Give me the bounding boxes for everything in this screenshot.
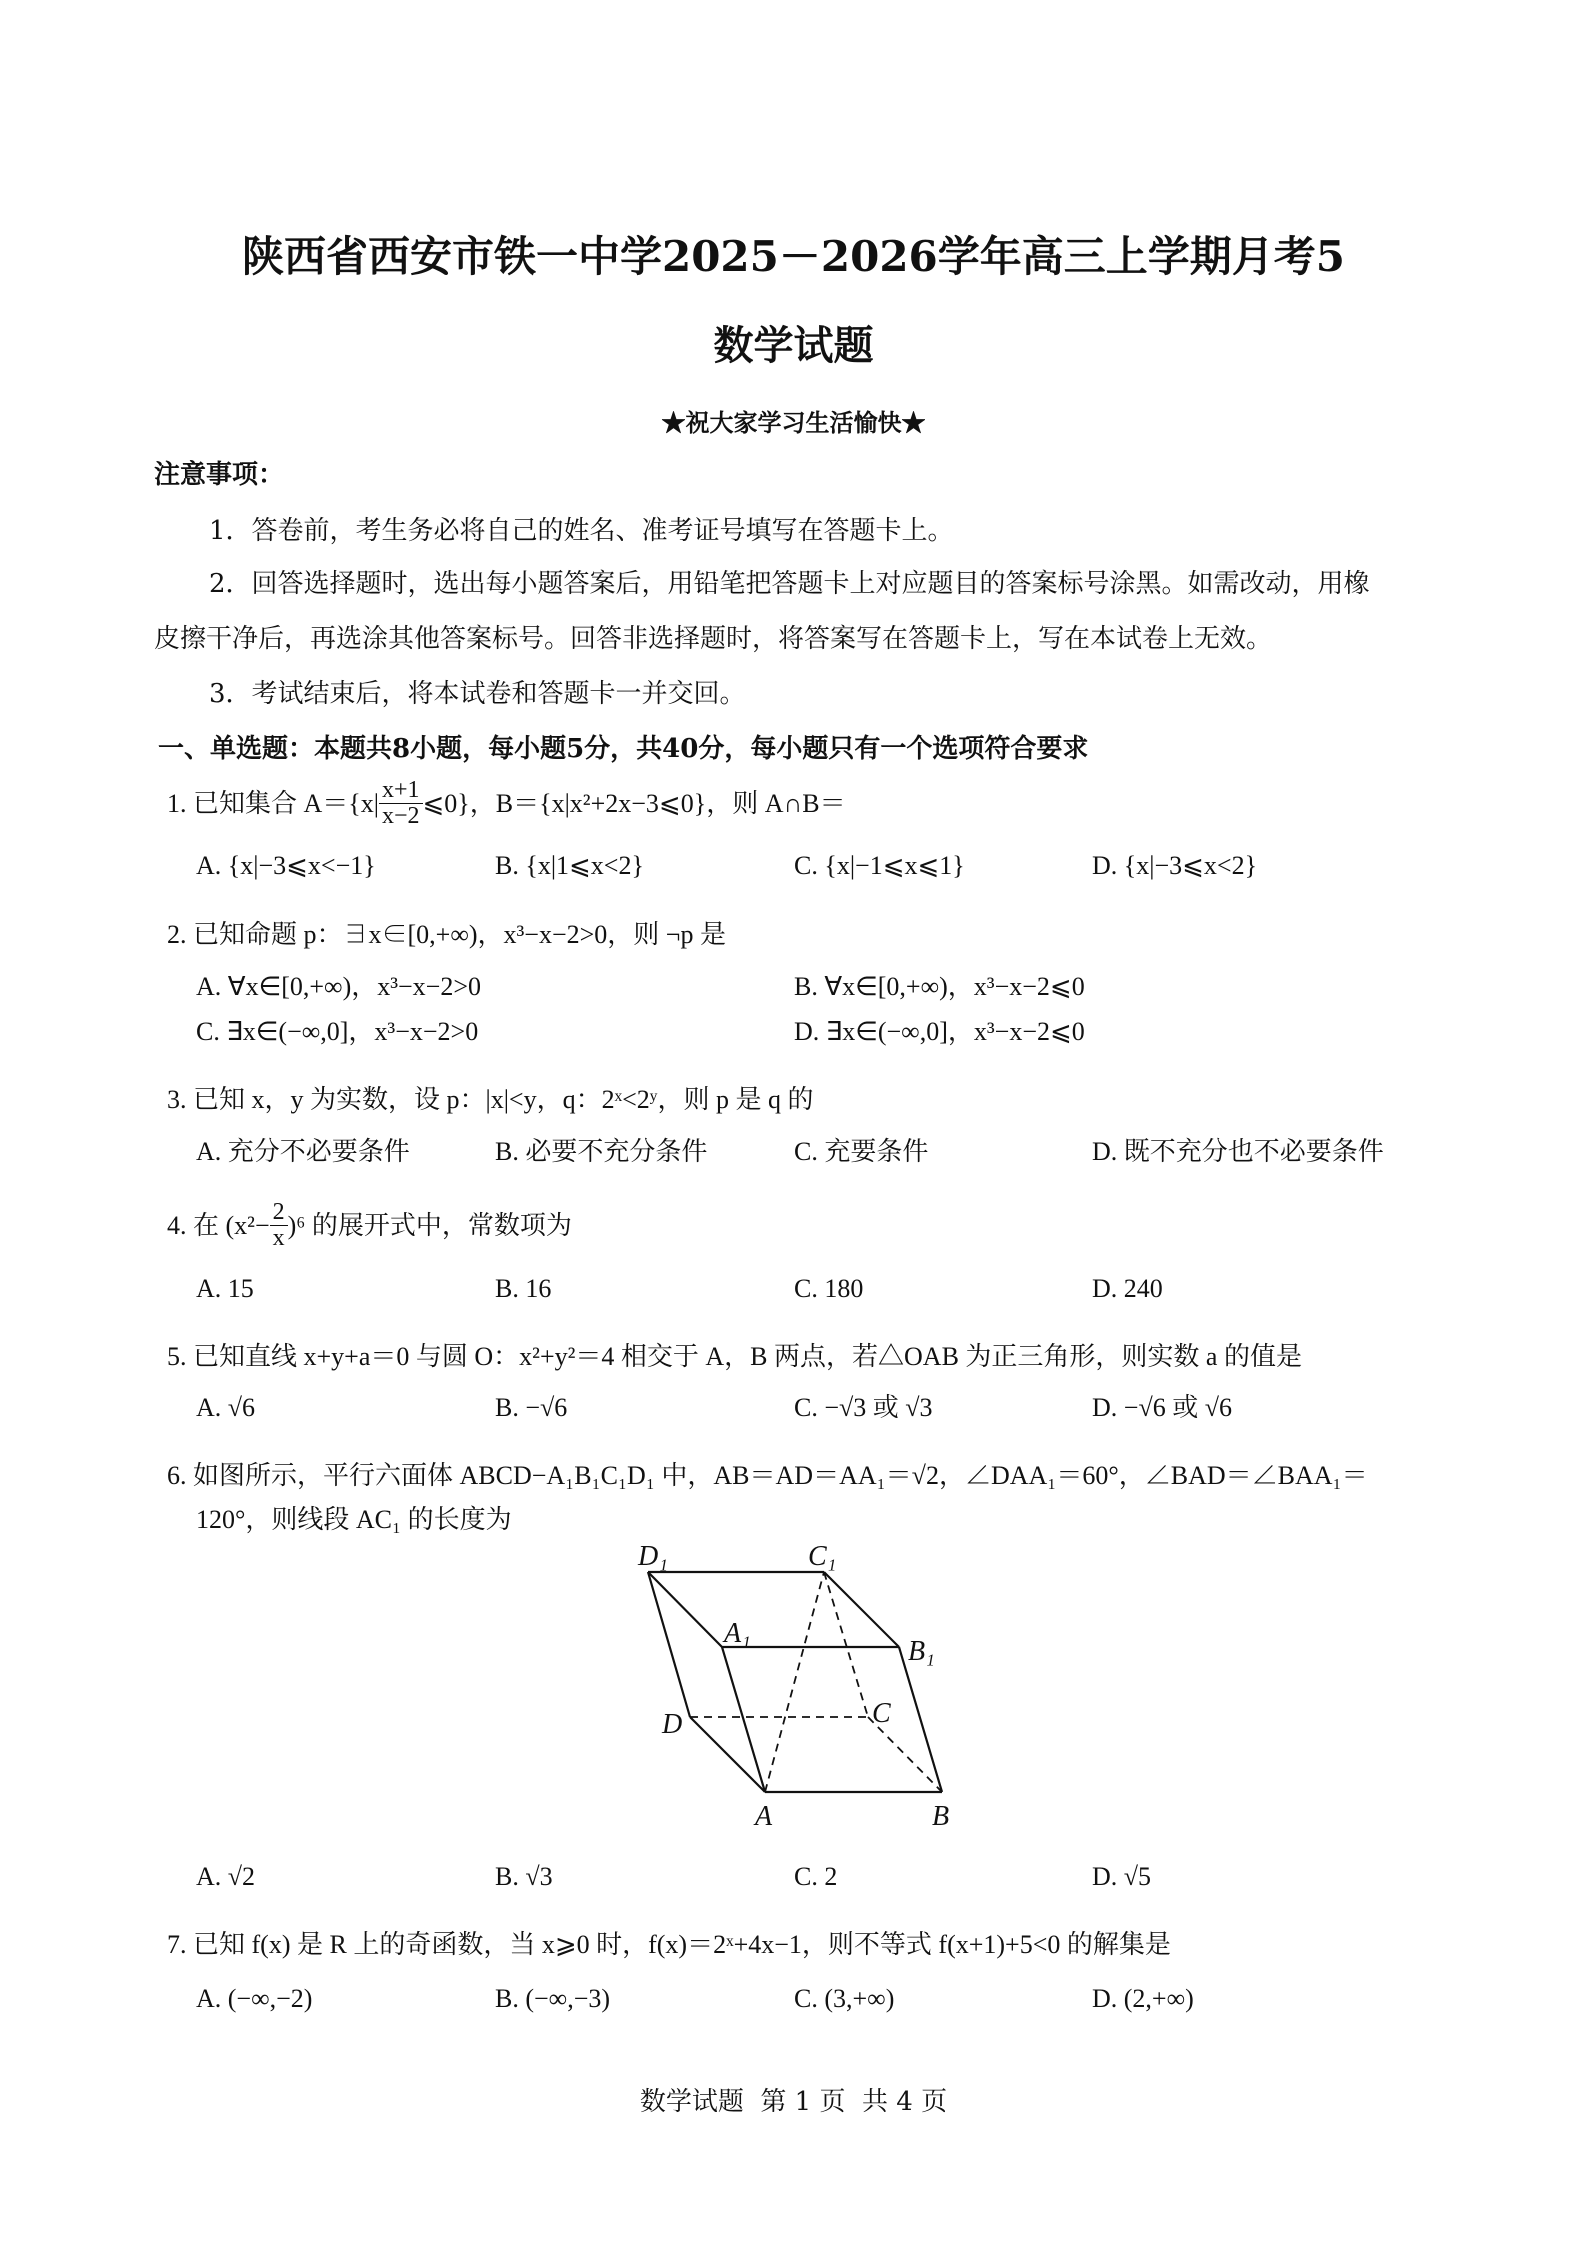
- q3-option-d: D. 既不充分也不必要条件: [1092, 1137, 1384, 1166]
- edge-C1B1: [824, 1572, 899, 1647]
- diagonal-AC1: [765, 1572, 824, 1792]
- q4-option-c: C. 180: [794, 1274, 864, 1303]
- q6-option-c: C. 2: [794, 1862, 838, 1891]
- denominator: x: [272, 1225, 285, 1252]
- q1-pre: 1. 已知集合 A＝{x|: [167, 788, 379, 818]
- label-C: C: [872, 1698, 891, 1729]
- notice-item-1: 1．答卷前，考生务必将自己的姓名、准考证号填写在答题卡上。: [209, 516, 954, 546]
- question-5: 5. 已知直线 x+y+a＝0 与圆 O：x²+y²＝4 相交于 A，B 两点，若△OAB 为正三角形，则实数 a 的值是: [167, 1342, 1302, 1371]
- denominator: x−2: [381, 803, 420, 830]
- q7-option-a: A. (−∞,−2): [196, 1984, 313, 2013]
- q4-option-b: B. 16: [495, 1274, 552, 1303]
- q4-option-a: A. 15: [196, 1274, 254, 1303]
- label-A: A: [755, 1801, 773, 1832]
- q1-option-b: B. {x|1⩽x<2}: [495, 851, 644, 880]
- label-C1: C₁: [808, 1541, 837, 1572]
- q1-post: ⩽0}，B＝{x|x²+2x−3⩽0}，则 A∩B＝: [422, 788, 846, 818]
- question-6: 6. 如图所示，平行六面体 ABCD−A₁B₁C₁D₁ 中，AB＝AD＝AA₁＝√2，∠DAA₁＝60°，∠BAD＝∠BAA₁＝: [167, 1461, 1368, 1490]
- exam-title: 陕西省西安市铁一中学2025－2026学年高三上学期月考5: [241, 232, 1345, 281]
- q1-option-d: D. {x|−3⩽x<2}: [1092, 851, 1258, 880]
- q4-option-d: D. 240: [1092, 1274, 1163, 1303]
- exam-subtitle: 数学试题: [713, 322, 874, 369]
- q2-option-c: C. ∃x∈(−∞,0]，x³−x−2>0: [196, 1017, 479, 1046]
- numerator: 2: [270, 1200, 288, 1226]
- notice-item-2: 2．回答选择题时，选出每小题答案后，用铅笔把答题卡上对应题目的答案标号涂黑。如需改动，用橡: [209, 569, 1370, 599]
- q5-option-b: B. −√6: [495, 1393, 568, 1422]
- question-3: 3. 已知 x，y 为实数，设 p：|x|<y，q：2ˣ<2ʸ，则 p 是 q 的: [167, 1085, 814, 1114]
- q3-option-a: A. 充分不必要条件: [196, 1137, 410, 1166]
- q7-option-c: C. (3,+∞): [794, 1984, 895, 2013]
- numerator: x+1: [379, 778, 423, 804]
- q6-option-d: D. √5: [1092, 1862, 1152, 1891]
- label-B1: B₁: [908, 1636, 935, 1667]
- q1-option-c: C. {x|−1⩽x⩽1}: [794, 851, 965, 880]
- q6-option-b: B. √3: [495, 1862, 553, 1891]
- q7-option-b: B. (−∞,−3): [495, 1984, 611, 2013]
- question-2: 2. 已知命题 p：∃x∈[0,+∞)，x³−x−2>0，则 ¬p 是: [167, 920, 726, 949]
- q5-option-c: C. −√3 或 √3: [794, 1393, 933, 1422]
- label-A1: A₁: [724, 1618, 751, 1649]
- q5-option-a: A. √6: [196, 1393, 256, 1422]
- label-B: B: [932, 1801, 950, 1832]
- notice-item-3: 3．考试结束后，将本试卷和答题卡一并交回。: [209, 679, 746, 709]
- q3-option-b: B. 必要不充分条件: [495, 1137, 708, 1166]
- q2-option-d: D. ∃x∈(−∞,0]，x³−x−2⩽0: [794, 1017, 1085, 1046]
- page-footer: 数学试题 第 1 页 共 4 页: [639, 2087, 948, 2117]
- notice-item-2-cont: 皮擦干净后，再选涂其他答案标号。回答非选择题时，将答案写在答题卡上，写在本试卷上无效。: [154, 624, 1273, 654]
- section-heading: 一、单选题：本题共8小题，每小题5分，共40分，每小题只有一个选项符合要求: [158, 734, 1089, 764]
- motto: ★祝大家学习生活愉快★: [661, 408, 926, 437]
- q2-option-b: B. ∀x∈[0,+∞)，x³−x−2⩽0: [794, 972, 1085, 1001]
- q7-option-d: D. (2,+∞): [1092, 1984, 1194, 2013]
- question-6-cont: 120°，则线段 AC₁ 的长度为: [196, 1505, 512, 1534]
- label-D: D: [662, 1709, 683, 1740]
- q3-option-c: C. 充要条件: [794, 1137, 929, 1166]
- q2-option-a: A. ∀x∈[0,+∞)，x³−x−2>0: [196, 972, 482, 1001]
- question-7: 7. 已知 f(x) 是 R 上的奇函数，当 x⩾0 时，f(x)＝2ˣ+4x−1，则不等式 f(x+1)+5<0 的解集是: [167, 1930, 1171, 1959]
- label-D1: D₁: [638, 1541, 668, 1572]
- q1-option-a: A. {x|−3⩽x<−1}: [196, 851, 376, 880]
- q6-option-a: A. √2: [196, 1862, 256, 1891]
- q4-pre: 4. 在 (x²−: [167, 1210, 270, 1240]
- notice-heading: 注意事项：: [154, 460, 285, 490]
- q4-post: )⁶ 的展开式中，常数项为: [287, 1210, 572, 1240]
- q5-option-d: D. −√6 或 √6: [1092, 1393, 1232, 1422]
